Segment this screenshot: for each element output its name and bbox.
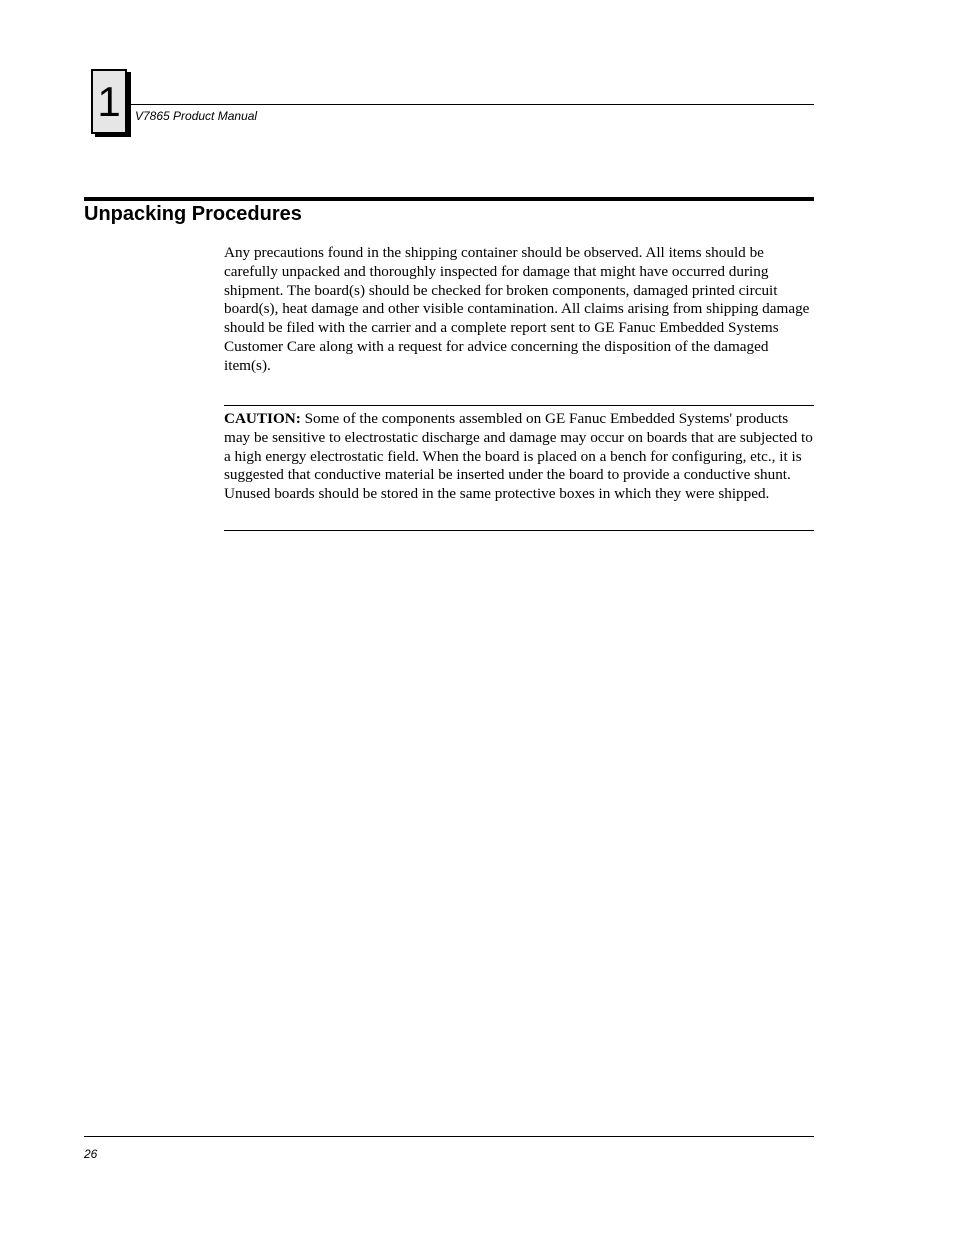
chapter-tab (91, 69, 127, 134)
page-number: 26 (84, 1147, 98, 1161)
caution-box (224, 405, 814, 531)
header-rule (130, 104, 814, 105)
footer-rule (84, 1136, 814, 1137)
caution-label: CAUTION: (224, 410, 301, 427)
caution-text: Some of the components assembled on GE Fanuc Embedded Systems' products may be sensitive to electrostatic discharge and damage may occur on boards that are subjected to a high energy electrostatic field. When the board is placed on a bench for configuring, etc., it is suggested that conductive material be inserted under the board to provide a conductive shunt. Unused boards should be stored in the same protective boxes in which they were shipped. (224, 410, 813, 503)
manual-title: V7865 Product Manual (135, 109, 258, 123)
section-title: Unpacking Procedures (84, 203, 302, 225)
intro-paragraph: Any precautions found in the shipping container should be observed. All items should be carefully unpacked and thoroughly inspected for damage that might have occurred during shipment. The board(s) should be checked for broken components, damaged printed circuit board(s), heat damage and other visible contamination. All claims arising from shipping damage should be filed with the carrier and a complete report sent to GE Fanuc Embedded Systems Customer Care along with a request for advice concerning the disposition of the damaged item(s). (224, 244, 810, 374)
caution-paragraph (224, 410, 814, 504)
chapter-number: 1 (97, 77, 121, 125)
